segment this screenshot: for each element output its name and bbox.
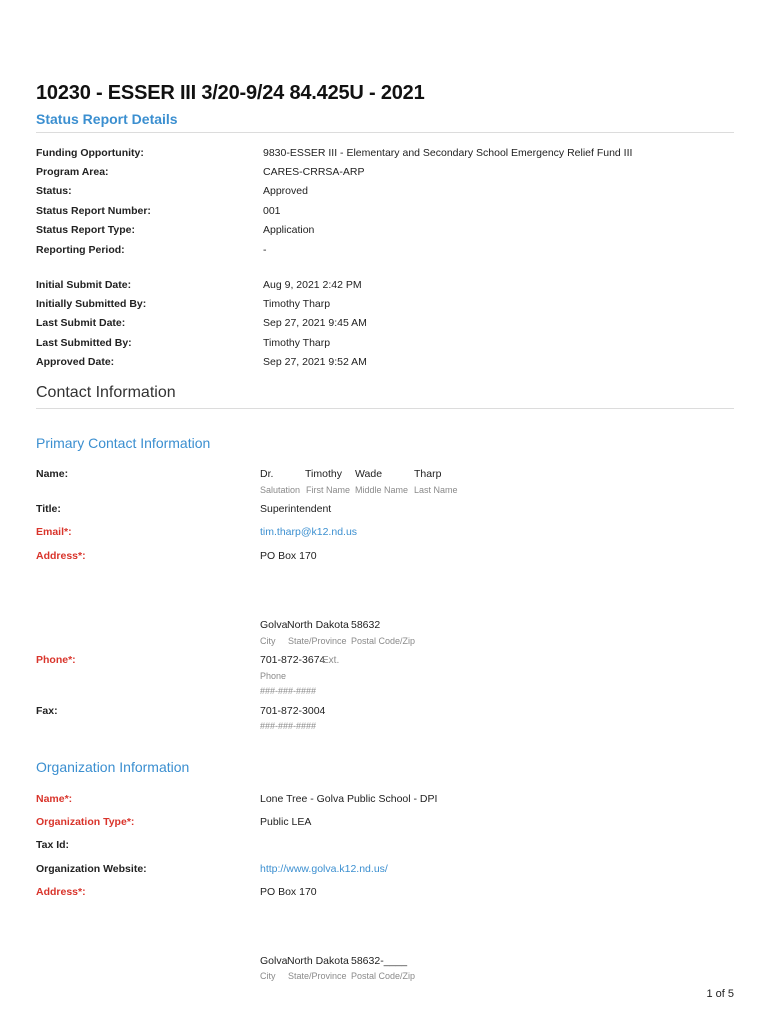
contact-fax-label: Fax:	[36, 705, 58, 717]
date-value-last-submitted-by: Timothy Tharp	[263, 337, 331, 349]
date-label-approved: Approved Date:	[36, 356, 115, 368]
detail-label-funding-opportunity: Funding Opportunity:	[36, 147, 144, 159]
detail-value-status-report-number: 001	[263, 205, 281, 217]
detail-value-program-area: CARES-CRRSA-ARP	[263, 166, 365, 178]
detail-value-status: Approved	[263, 185, 308, 197]
detail-label-reporting-period: Reporting Period:	[36, 244, 125, 256]
detail-label-status-report-number: Status Report Number:	[36, 205, 151, 217]
org-name-value: Lone Tree - Golva Public School - DPI	[260, 793, 438, 805]
fax-format-hint: ###-###-####	[260, 721, 317, 731]
city-caption: City	[260, 636, 276, 646]
first-name-caption: First Name	[306, 485, 351, 495]
salutation-caption: Salutation	[260, 485, 301, 495]
detail-label-status-report-type: Status Report Type:	[36, 224, 135, 236]
date-label-last-submitted-by: Last Submitted By:	[36, 337, 132, 349]
detail-label-program-area: Program Area:	[36, 166, 109, 178]
organization-information-heading: Organization Information	[36, 759, 190, 775]
primary-contact-heading: Primary Contact Information	[36, 435, 211, 451]
org-name-label: Name*:	[36, 793, 73, 805]
contact-city: Golva	[260, 619, 288, 631]
org-city: Golva	[260, 955, 288, 967]
org-state: North Dakota	[287, 955, 349, 967]
ext-caption: Ext.	[322, 655, 340, 666]
contact-address-label: Address*:	[36, 550, 86, 562]
contact-name-label: Name:	[36, 468, 69, 480]
org-website-label: Organization Website:	[36, 863, 147, 875]
middle-name-caption: Middle Name	[355, 485, 409, 495]
contact-information-heading: Contact Information	[36, 384, 176, 401]
date-label-initial-submit: Initial Submit Date:	[36, 279, 132, 291]
org-website-link[interactable]: http://www.golva.k12.nd.us/	[260, 863, 388, 875]
contact-phone-value: 701-872-3674	[260, 654, 326, 666]
status-report-subtitle: Status Report Details	[36, 111, 178, 127]
org-type-value: Public LEA	[260, 816, 312, 828]
contact-address-line: PO Box 170	[260, 550, 317, 562]
contact-first-name: Timothy	[305, 468, 342, 480]
contact-zip: 58632	[351, 619, 381, 631]
date-value-initial-submit: Aug 9, 2021 2:42 PM	[263, 279, 362, 291]
date-value-approved: Sep 27, 2021 9:52 AM	[263, 356, 367, 368]
org-address-label: Address*:	[36, 886, 86, 898]
state-caption: State/Province	[288, 636, 347, 646]
org-state-caption: State/Province	[288, 971, 347, 981]
date-label-last-submit: Last Submit Date:	[36, 317, 126, 329]
date-label-initially-submitted-by: Initially Submitted By:	[36, 298, 147, 310]
org-type-label: Organization Type*:	[36, 816, 135, 828]
contact-email-label: Email*:	[36, 526, 72, 538]
date-value-last-submit: Sep 27, 2021 9:45 AM	[263, 317, 367, 329]
contact-title-label: Title:	[36, 503, 61, 515]
zip-caption: Postal Code/Zip	[351, 636, 416, 646]
contact-phone-label: Phone*:	[36, 654, 76, 666]
contact-middle-name: Wade	[355, 468, 383, 480]
contact-title-value: Superintendent	[260, 503, 332, 515]
contact-fax-value: 701-872-3004	[260, 705, 326, 717]
detail-value-funding-opportunity: 9830-ESSER III - Elementary and Secondary School Emergency Relief Fund III	[263, 147, 633, 159]
detail-value-status-report-type: Application	[263, 224, 315, 236]
contact-email-link[interactable]: tim.tharp@k12.nd.us	[260, 526, 358, 538]
org-city-caption: City	[260, 971, 276, 981]
org-address-line: PO Box 170	[260, 886, 317, 898]
contact-state: North Dakota	[287, 619, 349, 631]
contact-last-name: Tharp	[414, 468, 442, 480]
document-title: 10230 - ESSER III 3/20-9/24 84.425U - 2021	[36, 82, 425, 104]
org-zip-caption: Postal Code/Zip	[351, 971, 416, 981]
phone-format-hint: ###-###-####	[260, 686, 317, 696]
detail-value-reporting-period: -	[263, 244, 267, 256]
detail-label-status: Status:	[36, 185, 72, 197]
contact-salutation: Dr.	[260, 468, 274, 480]
org-taxid-label: Tax Id:	[36, 839, 70, 851]
contact-divider	[36, 408, 734, 409]
phone-caption: Phone	[260, 671, 287, 681]
org-zip: 58632-____	[351, 955, 408, 967]
page-number: 1 of 5	[706, 988, 734, 1000]
last-name-caption: Last Name	[414, 485, 458, 495]
date-value-initially-submitted-by: Timothy Tharp	[263, 298, 331, 310]
header-divider	[36, 132, 734, 133]
